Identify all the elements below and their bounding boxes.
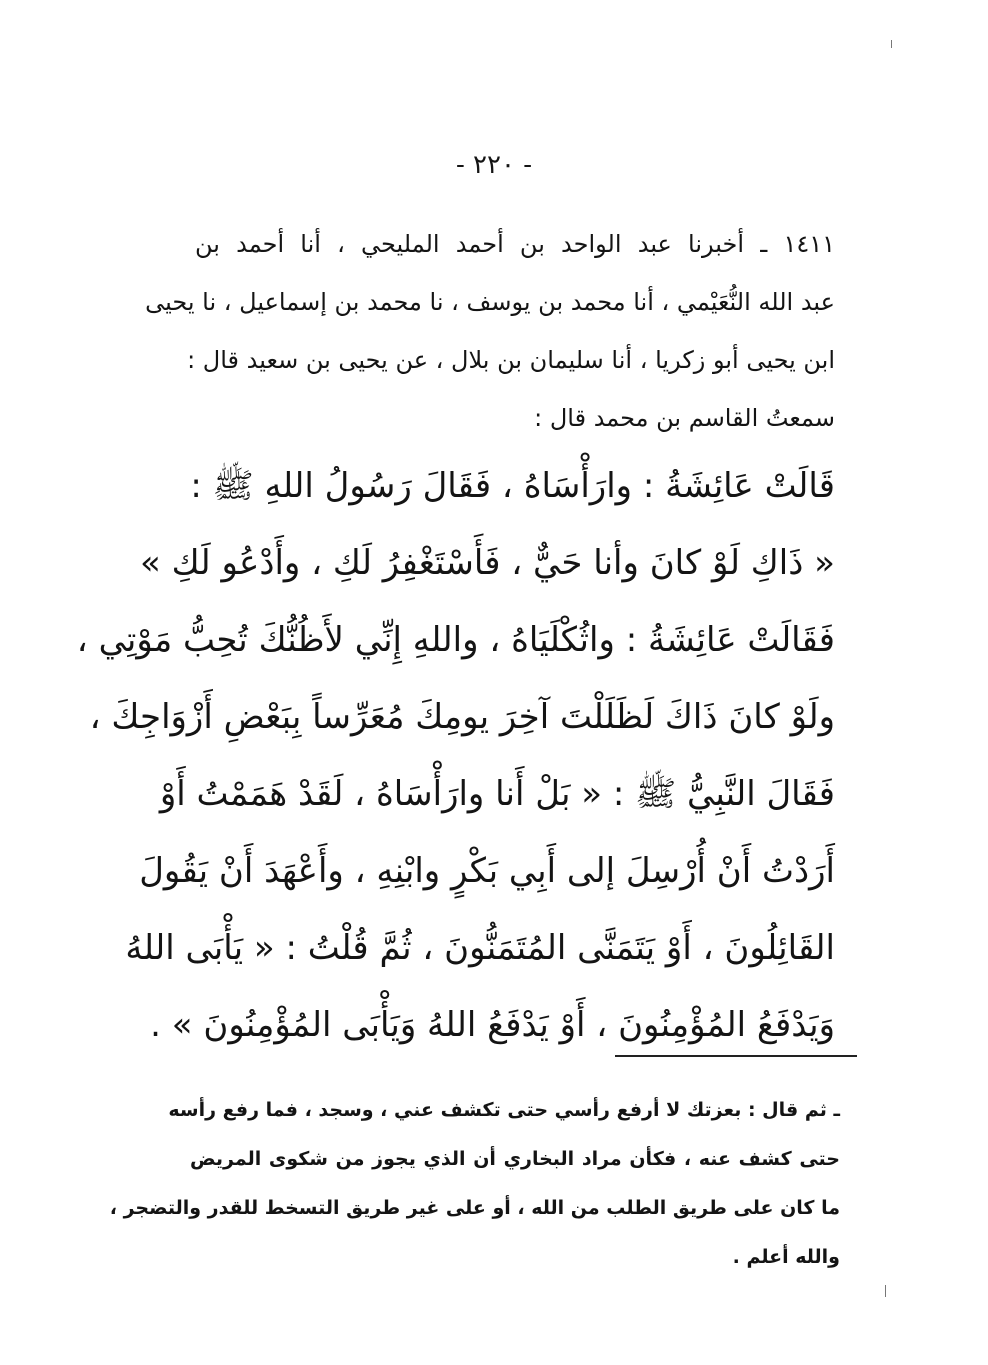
footnote — [109, 1086, 840, 1282]
hadith-text — [76, 448, 835, 1064]
page-number: - ٢٢٠ - — [455, 150, 533, 180]
footnote-line: والله أعلم . — [732, 1246, 840, 1268]
footnote-line: ـ ثم قال : بعزتك لا أرفع رأسي حتى تكشف عني ، وسجد ، فما رفع رأسه — [168, 1099, 840, 1121]
matn-line: وَيَدْفَعُ المُؤْمِنُونَ ، أَوْ يَدْفَعُ اللهُ وَيَأْبَى المُؤْمِنُونَ » . — [150, 1005, 835, 1045]
isnad-line: ١٤١١ ـ أخبرنا عبد الواحد بن أحمد المليحي ، أنا أحمد بن — [195, 230, 835, 258]
matn-line: « ذَاكِ لَوْ كانَ وأنا حَيٌّ ، فَأَسْتَغْفِرُ لَكِ ، وأَدْعُو لَكِ » — [140, 543, 835, 583]
footnote-separator — [615, 1055, 857, 1057]
hadith-chain-of-narration — [145, 215, 835, 447]
isnad-line: سمعتُ القاسم بن محمد قال : — [534, 404, 835, 432]
footnote-line: ما كان على طريق الطلب من الله ، أو على غير طريق التسخط للقدر والتضجر ، — [109, 1197, 840, 1219]
footnote-line: حتى كشف عنه ، فكأن مراد البخاري أن الذي يجوز من شكوى المريض — [190, 1148, 840, 1170]
matn-line: قَالَتْ عَائِشَةُ : وارَأْسَاهُ ، فَقَالَ رَسُولُ اللهِ ﷺ : — [190, 466, 835, 506]
matn-line: القَائِلُونَ ، أَوْ يَتَمَنَّى المُتَمَنُّونَ ، ثُمَّ قُلْتُ : « يَأْبَى اللهُ — [125, 928, 835, 968]
scan-mark — [891, 40, 892, 48]
matn-line: فَقَالَ النَّبِيُّ ﷺ : « بَلْ أَنا وارَأْسَاهُ ، لَقَدْ هَمَمْتُ أَوْ — [159, 774, 835, 814]
isnad-line: ابن يحيى أبو زكريا ، أنا سليمان بن بلال ، عن يحيى بن سعيد قال : — [187, 346, 835, 374]
matn-line: ولَوْ كانَ ذَاكَ لَظَلَلْتَ آخِرَ يومِكَ مُعَرِّساً بِبَعْضِ أَزْوَاجِكَ ، — [89, 697, 835, 737]
matn-line: فَقَالَتْ عَائِشَةُ : واثُكْلَيَاهُ ، واللهِ إِنِّي لأَظُنُّكَ تُحِبُّ مَوْتِي ، — [76, 620, 835, 660]
isnad-line: عبد الله النُّعَيْمي ، أنا محمد بن يوسف ، نا محمد بن إسماعيل ، نا يحيى — [145, 288, 835, 316]
scan-mark — [885, 1285, 886, 1297]
matn-line: أَرَدْتُ أَنْ أُرْسِلَ إلى أَبِي بَكْرٍ وابْنِهِ ، وأَعْهَدَ أَنْ يَقُولَ — [139, 851, 835, 891]
